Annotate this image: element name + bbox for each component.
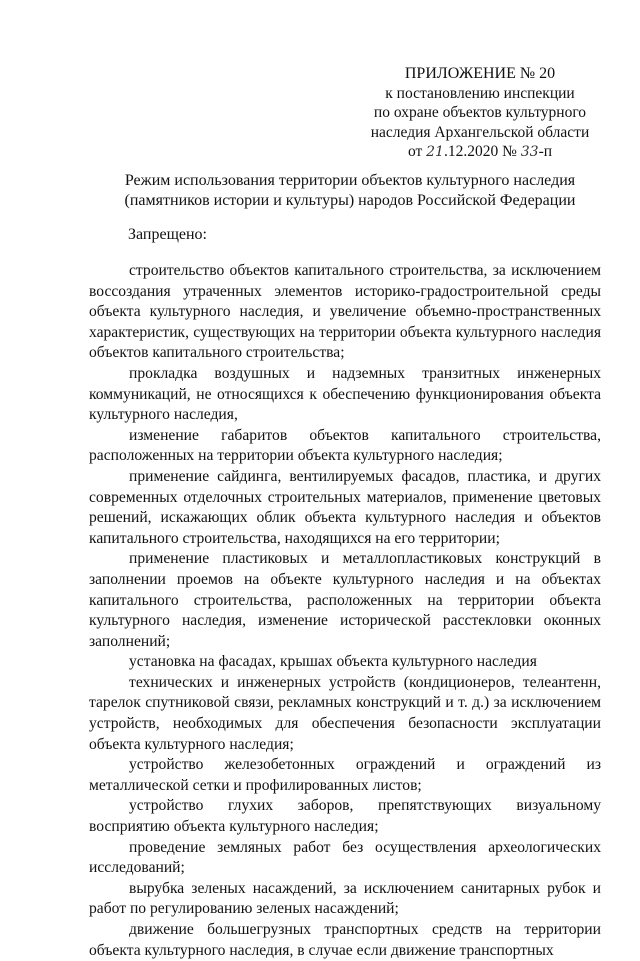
document-body	[89, 261, 601, 961]
date-day-handwritten: 21	[426, 144, 444, 160]
title-line: Режим использования территории объектов культурного наследия	[124, 172, 576, 189]
paragraph: применение пластиковых и металлопластиковых конструкций в заполнении проемов на объекте культурного наследия и на объектах капитального строительства, расположенных на территории объекта культурного наследия, изменение исторической расстекловки оконных заполнений;	[89, 550, 601, 650]
appendix-line: по охране объектов культурного	[373, 104, 587, 121]
paragraph: прокладка воздушных и надземных транзитных инженерных коммуникаций, не относящихся к обеспечению функционирования объекта культурного наследия,	[89, 364, 601, 424]
paragraph: строительство объектов капитального строительства, за исключением воссоздания утраченных элементов историко-градостроительной среды объекта культурного наследия, и увеличение объемно-пространственных характеристик, существующих на территории объекта культурного наследия объектов капитального строительства;	[89, 262, 601, 362]
paragraph: технических и инженерных устройств (кондиционеров, телеантенн, тарелок спутниковой связи, рекламных конструкций и т. д.) за исключением устройств, необходимых для обеспечения безопасности эксплуатации объекта культурного наследия;	[89, 673, 601, 753]
appendix-header	[360, 64, 600, 163]
appendix-date-line	[360, 142, 600, 163]
paragraph: устройство глухих заборов, препятствующих визуальному восприятию объекта культурного наследия;	[89, 797, 601, 836]
title-line: (памятников истории и культуры) народов Российской Федерации	[124, 192, 576, 209]
document-title	[95, 171, 605, 211]
paragraph: вырубка зеленых насаждений, за исключением санитарных рубок и работ по регулированию зеленых насаждений;	[89, 879, 601, 918]
appendix-heading: ПРИЛОЖЕНИЕ № 20	[404, 65, 556, 82]
date-rest: .12.2020 №	[443, 143, 521, 160]
appendix-line: наследия Архангельской области	[370, 123, 590, 141]
date-prefix: от	[407, 143, 427, 160]
paragraph: устройство железобетонных ограждений и ограждений из металлической сетки и профилированных листов;	[89, 756, 601, 794]
forbidden-label: Запрещено:	[128, 226, 207, 243]
paragraph: проведение земляных работ без осуществления археологических исследований;	[89, 838, 601, 877]
appendix-line: к постановлению инспекции	[385, 84, 575, 102]
paragraph: изменение габаритов объектов капитального строительства, расположенных на территории объекта культурного наследия;	[89, 426, 601, 465]
paragraph: движение большегрузных транспортных средств на территории объекта культурного наследия, в случае если движение транспортных	[89, 921, 601, 959]
doc-suffix: -п	[538, 143, 553, 160]
paragraph: установка на фасадах, крышах объекта культурного наследия	[129, 653, 537, 671]
doc-number-handwritten: 33	[520, 144, 539, 160]
paragraph: применение сайдинга, вентилируемых фасадов, пластика, и других современных отделочных строительных материалов, применение цветовых решений, искажающих облик объекта культурного наследия и объектов капитального строительства, находящихся на его территории;	[89, 467, 601, 547]
